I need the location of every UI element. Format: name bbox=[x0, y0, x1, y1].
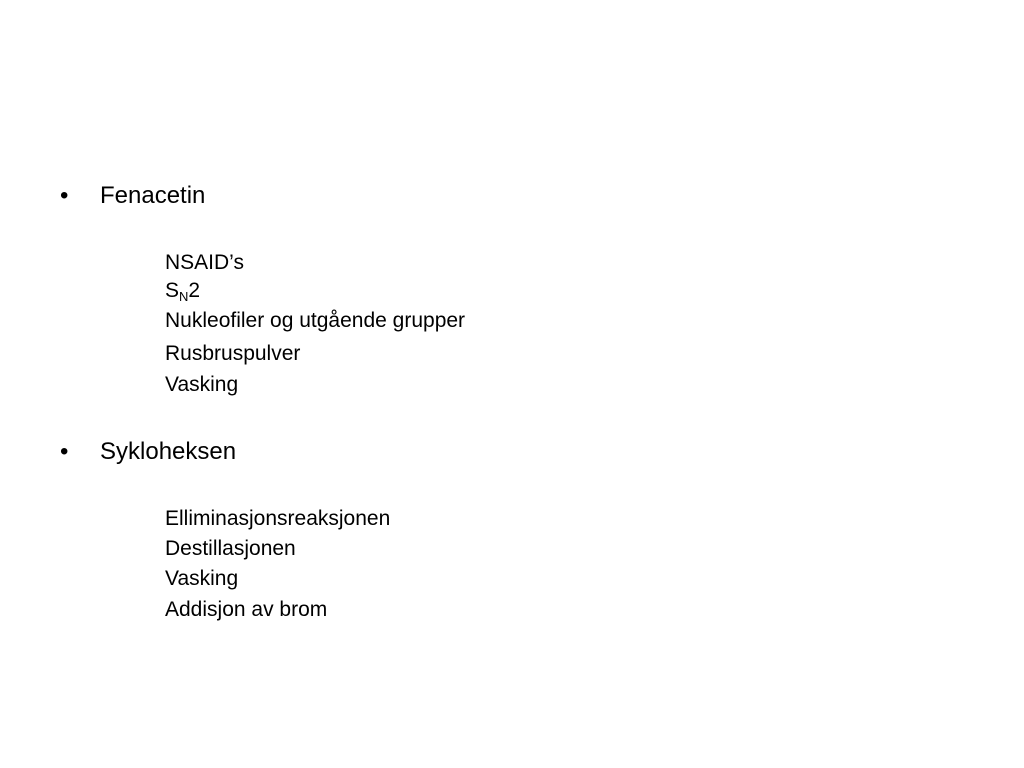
bullet-title: Fenacetin bbox=[100, 182, 206, 209]
bullet-fenacetin bbox=[60, 182, 205, 210]
sub-item-nukleofiler: Nukleofiler og utgående grupper bbox=[165, 309, 466, 332]
sub-item-addisjon: Addisjon av brom bbox=[165, 598, 328, 621]
sn2-suffix: 2 bbox=[188, 279, 201, 302]
sub-item-vasking-2: Vasking bbox=[165, 567, 239, 590]
sub-item-elliminasjon: Elliminasjonsreaksjonen bbox=[165, 507, 391, 530]
sn2-main: S bbox=[165, 279, 180, 302]
sub-item-rusbruspulver: Rusbruspulver bbox=[165, 342, 301, 365]
sub-item-vasking-1: Vasking bbox=[165, 373, 239, 396]
sub-item-sn2 bbox=[165, 279, 200, 303]
sub-item-nsaids: NSAID’s bbox=[165, 251, 244, 274]
bullet-icon: • bbox=[60, 438, 69, 465]
sn2-subscript: N bbox=[179, 289, 189, 304]
bullet-title: Sykloheksen bbox=[100, 438, 237, 465]
sub-item-destillasjon: Destillasjonen bbox=[165, 537, 296, 560]
bullet-sykloheksen bbox=[60, 438, 236, 466]
bullet-icon: • bbox=[60, 182, 69, 209]
